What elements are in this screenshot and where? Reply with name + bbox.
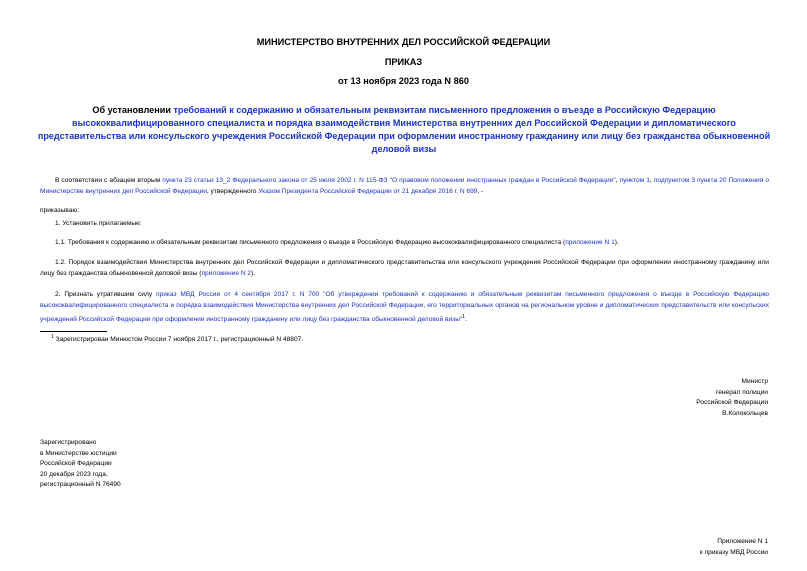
appendix-block (700, 537, 768, 558)
appendix-2-link[interactable]: приложение N 2 (201, 269, 252, 277)
registration-block (40, 438, 121, 491)
signature-line: Министр (741, 378, 768, 385)
registration-line: регистрационный N 76490 (40, 481, 121, 488)
footnote-ref[interactable]: 1 (462, 313, 466, 320)
regulation-link[interactable]: подпунктом 3 пункта 20 Положения о Министерстве внутренних дел Российской Федерации (40, 177, 769, 195)
footnote-divider (40, 331, 107, 332)
preamble-text-5: , - (477, 187, 484, 195)
title-prefix: Об установлении (92, 105, 174, 115)
item-2-text: 2. Признать утратившим силу (55, 291, 156, 298)
footnote-text: Зарегистрирован Минюстом России 7 ноября 2017 г., регистрационный N 48807. (55, 336, 304, 344)
appendix-line: Приложение N 1 (717, 538, 768, 545)
preamble-text-1: В соответствии с абзацем вторым (55, 177, 163, 184)
doc-type-heading: ПРИКАЗ (384, 57, 423, 67)
title-link[interactable]: требований к содержанию и обязательным реквизитам письменного предложения о въезде в Российскую Федерацию высококвалифицированного специалиста и порядка взаимодействия Министерства внутренних дел Российской Федерации и дипломатического представительства или консульского учреждения Российской Федерации при оформлении иностранному гражданину или лицу без гражданства обыкновенной деловой визы (37, 105, 771, 155)
preamble-paragraph (40, 176, 769, 198)
item-1-1-text: 1.1. Требования к содержанию и обязательным реквизитам письменного предложения о въезде в Российскую Федерацию высококвалифицированного специалиста ( (55, 239, 566, 246)
preamble-text-4: , утвержденного (206, 187, 259, 195)
decree-link[interactable]: Указом Президента Российской Федерации от 21 декабря 2016 г. N 699 (258, 187, 478, 195)
order-word: приказываю: (40, 207, 80, 214)
signature-line: В.Колокольцев (722, 409, 768, 417)
document-title (34, 104, 774, 156)
item-1-2-text: 1.2. Порядок взаимодействия Министерства внутренних дел Российской Федерации и дипломатического представительства или консульского учреждения Российской Федерации при оформлении иностранному гражданину или лицу без гражданства обыкновенной деловой визы ( (40, 259, 769, 277)
signature-line: Российской Федерации (696, 399, 768, 406)
item-2-end: . (465, 315, 467, 323)
date-number-heading: от 13 ноября 2023 года N 860 (338, 76, 469, 86)
law-link[interactable]: пункта 23 статьи 13_2 Федерального закона от 25 июля 2002 г. N 115-ФЗ "О правовом положении иностранных граждан в Российской Федерации" (162, 177, 616, 184)
ministry-heading: МИНИСТЕРСТВО ВНУТРЕННИХ ДЕЛ РОССИЙСКОЙ ФЕДЕРАЦИИ (256, 37, 551, 47)
appendix-line: к приказу МВД России (699, 548, 768, 556)
item-1 (40, 219, 769, 230)
registration-line: Российской Федерации (40, 460, 112, 467)
item-1-1 (40, 238, 769, 249)
registration-line: Зарегистрировано (40, 439, 97, 446)
item-1-2-end: ). (251, 269, 256, 277)
preamble-text-3: , (649, 177, 654, 184)
item-1-2 (40, 258, 769, 280)
registration-line: 20 декабря 2023 года, (40, 470, 108, 478)
signature-block (696, 377, 768, 419)
footnote (51, 334, 303, 343)
appendix-1-link[interactable]: приложение N 1 (565, 239, 615, 246)
item-1-text: 1. Установить прилагаемые: (55, 220, 142, 227)
preamble-text-2: , (615, 177, 620, 184)
registration-line: в Министерстве юстиции (40, 449, 117, 457)
signature-line: генерал полиции (715, 388, 768, 396)
footnote-mark: 1 (51, 334, 54, 340)
point1-link[interactable]: пунктом 1 (619, 177, 650, 184)
repealed-order-link[interactable]: приказ МВД России от 4 сентября 2017 г. N 700 "Об утверждении требований к содержанию и обязательным реквизитам письменного предложения о въезде в Российскую Федерацию высококвалифицированного специалиста и порядка взаимодействия Министерства внутренних дел Российской Федерации, его территориальных органов на региональном уровне и дипломатических представительств или консульских учреждений Российской Федерации при оформлении иностранному гражданину или лицу без гражданства обыкновенной деловой визы" (40, 291, 770, 323)
item-2 (40, 290, 769, 326)
item-1-1-end: ). (614, 239, 619, 246)
